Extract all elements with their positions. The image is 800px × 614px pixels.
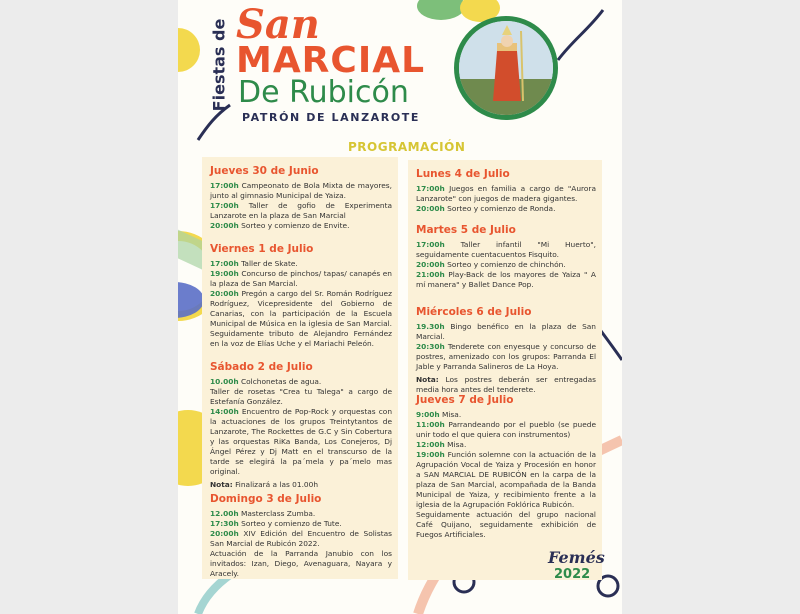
event-line: 17:00h Juegos en familia a cargo de "Aurora Lanzarote" con juegos de madera gigantes. xyxy=(416,184,596,203)
event-line: 20:00h Sorteo y comienzo de chinchón. xyxy=(416,260,566,269)
day-block-viernes-1 xyxy=(210,243,392,349)
day-title: Jueves 7 de Julio xyxy=(416,394,514,406)
logo-name: Femés xyxy=(548,548,605,567)
day-title: Viernes 1 de Julio xyxy=(210,243,314,255)
day-block-domingo-3 xyxy=(210,493,392,579)
title-rubicon: De Rubicón xyxy=(238,75,409,110)
event-line: 20:00h Sorteo y comienzo de Envite. xyxy=(210,221,350,230)
event-line: 11:00h Parrandeando por el pueblo (se puede unir todo el que quiera con instrumentos) xyxy=(416,420,596,439)
event-note: Nota: Los postres deberán ser entregadas media hora antes del tenderete. xyxy=(416,375,596,394)
subtitle-patron: PATRÓN DE LANZAROTE xyxy=(242,111,421,124)
day-block-lunes-4 xyxy=(416,168,596,214)
day-block-miercoles-6 xyxy=(416,306,596,395)
event-line: 17:00h Taller infantil "Mi Huerto", seguidamente cuentacuentos Fisquito. xyxy=(416,240,596,259)
day-block-sabado-2 xyxy=(210,361,392,490)
day-title: Miércoles 6 de Julio xyxy=(416,306,532,318)
event-line: 19:00h Función solemne con la actuación de la Agrupación Vocal de Yaiza y Procesión en honor a SAN MARCIAL DE RUBICÓN en la carpa de la plaza de San Marcial, acompañada de la Banda Municipal de Yaiza, y recibimiento frente a la iglesia de la Agrupación Foklórica Rubicón. xyxy=(416,450,596,509)
event-line: 17:00h Taller de Skate. xyxy=(210,259,298,268)
event-line: Seguidamente actuación del grupo nacional Café Quijano, seguidamente exhibición de Fuegos Artificiales. xyxy=(416,510,596,539)
program-column-left xyxy=(202,157,398,579)
day-title: Domingo 3 de Julio xyxy=(210,493,322,505)
header-vertical-text: Fiestas de xyxy=(209,18,229,112)
event-line: 20:00h Pregón a cargo del Sr. Román Rodríguez Rodríguez, Vicepresidente del Gobierno de Canarias, con la participación de la Escuela Municipal de Música en la iglesia de San Marcial. Seguidamente tributo de Alejandro Fernández en la voz de Elías Uche y el Mariachi Peleón. xyxy=(210,289,392,348)
day-block-martes-5 xyxy=(416,224,596,290)
day-title: Martes 5 de Julio xyxy=(416,224,516,236)
day-block-jueves-30 xyxy=(210,165,392,231)
event-line: 12.00h Masterclass Zumba. xyxy=(210,509,316,518)
event-line: 20:00h XIV Edición del Encuentro de Solistas San Marcial de Rubicón 2022. xyxy=(210,529,392,548)
event-line: 19:00h Concurso de pinchos/ tapas/ canapés en la plaza de San Marcial. xyxy=(210,269,392,288)
event-line: 12:00h Misa. xyxy=(416,440,467,449)
event-line: 19.30h Bingo benéfico en la plaza de San Marcial. xyxy=(416,322,596,341)
event-line: 20:30h Tenderete con enyesque y concurso de postres, amenizado con los grupos: Parranda El Jable y Parranda Salineros de La Hoya. xyxy=(416,342,596,371)
event-line: 14:00h Encuentro de Pop-Rock y orquestas con la actuaciones de los grupos Treintytantos de Lanzarote, The Rockettes de G.C y Sin Cobertura y las orquestas RiKa Banda, Los Conejeros, Dj Ángel Pérez y Dj Matt en el transcurso de la tarde se elegirá la pa´mela y pa´melo mas original. xyxy=(210,407,392,476)
green-blob-top xyxy=(417,0,465,20)
event-line: 20:00h Sorteo y comienzo de Ronda. xyxy=(416,204,556,213)
program-column-right xyxy=(408,160,602,580)
programacion-heading: PROGRAMACIÓN xyxy=(348,140,466,154)
event-line: 21:00h Play-Back de los mayores de Yaiza " A mí manera" y Ballet Dance Pop. xyxy=(416,270,596,289)
event-note: Nota: Finalizará a las 01.00h xyxy=(210,480,319,489)
event-line: 9:00h Misa. xyxy=(416,410,462,419)
navy-leaf-top-right xyxy=(558,10,603,60)
event-line: Actuación de la Parranda Janubio con los invitados: Izan, Diego, Avenaguara, Nayara y Aracely. xyxy=(210,549,392,578)
femes-logo xyxy=(548,548,605,582)
poster xyxy=(178,0,622,614)
day-title: Lunes 4 de Julio xyxy=(416,168,510,180)
event-line: 10.00h Colchonetas de agua. xyxy=(210,377,322,386)
event-line: 17:00h Taller de gofio de Experimenta Lanzarote en la plaza de San Marcial xyxy=(210,201,392,220)
event-line: Taller de rosetas "Crea tu Talega" a cargo de Estefanía González. xyxy=(210,387,392,406)
title-san: San xyxy=(236,1,320,48)
day-block-jueves-7 xyxy=(416,394,596,540)
day-title: Sábado 2 de Julio xyxy=(210,361,313,373)
event-line: 17:00h Campeonato de Bola Mixta de mayores, junto al gimnasio Municipal de Yaiza. xyxy=(210,181,392,200)
saint-medallion xyxy=(454,16,558,120)
yellow-half-circle xyxy=(178,28,200,72)
day-title: Jueves 30 de Junio xyxy=(210,165,319,177)
saint-figure-image xyxy=(459,21,553,115)
logo-year: 2022 xyxy=(554,567,591,582)
event-line: 17:30h Sorteo y comienzo de Tute. xyxy=(210,519,342,528)
title-marcial: MARCIAL xyxy=(236,40,426,81)
